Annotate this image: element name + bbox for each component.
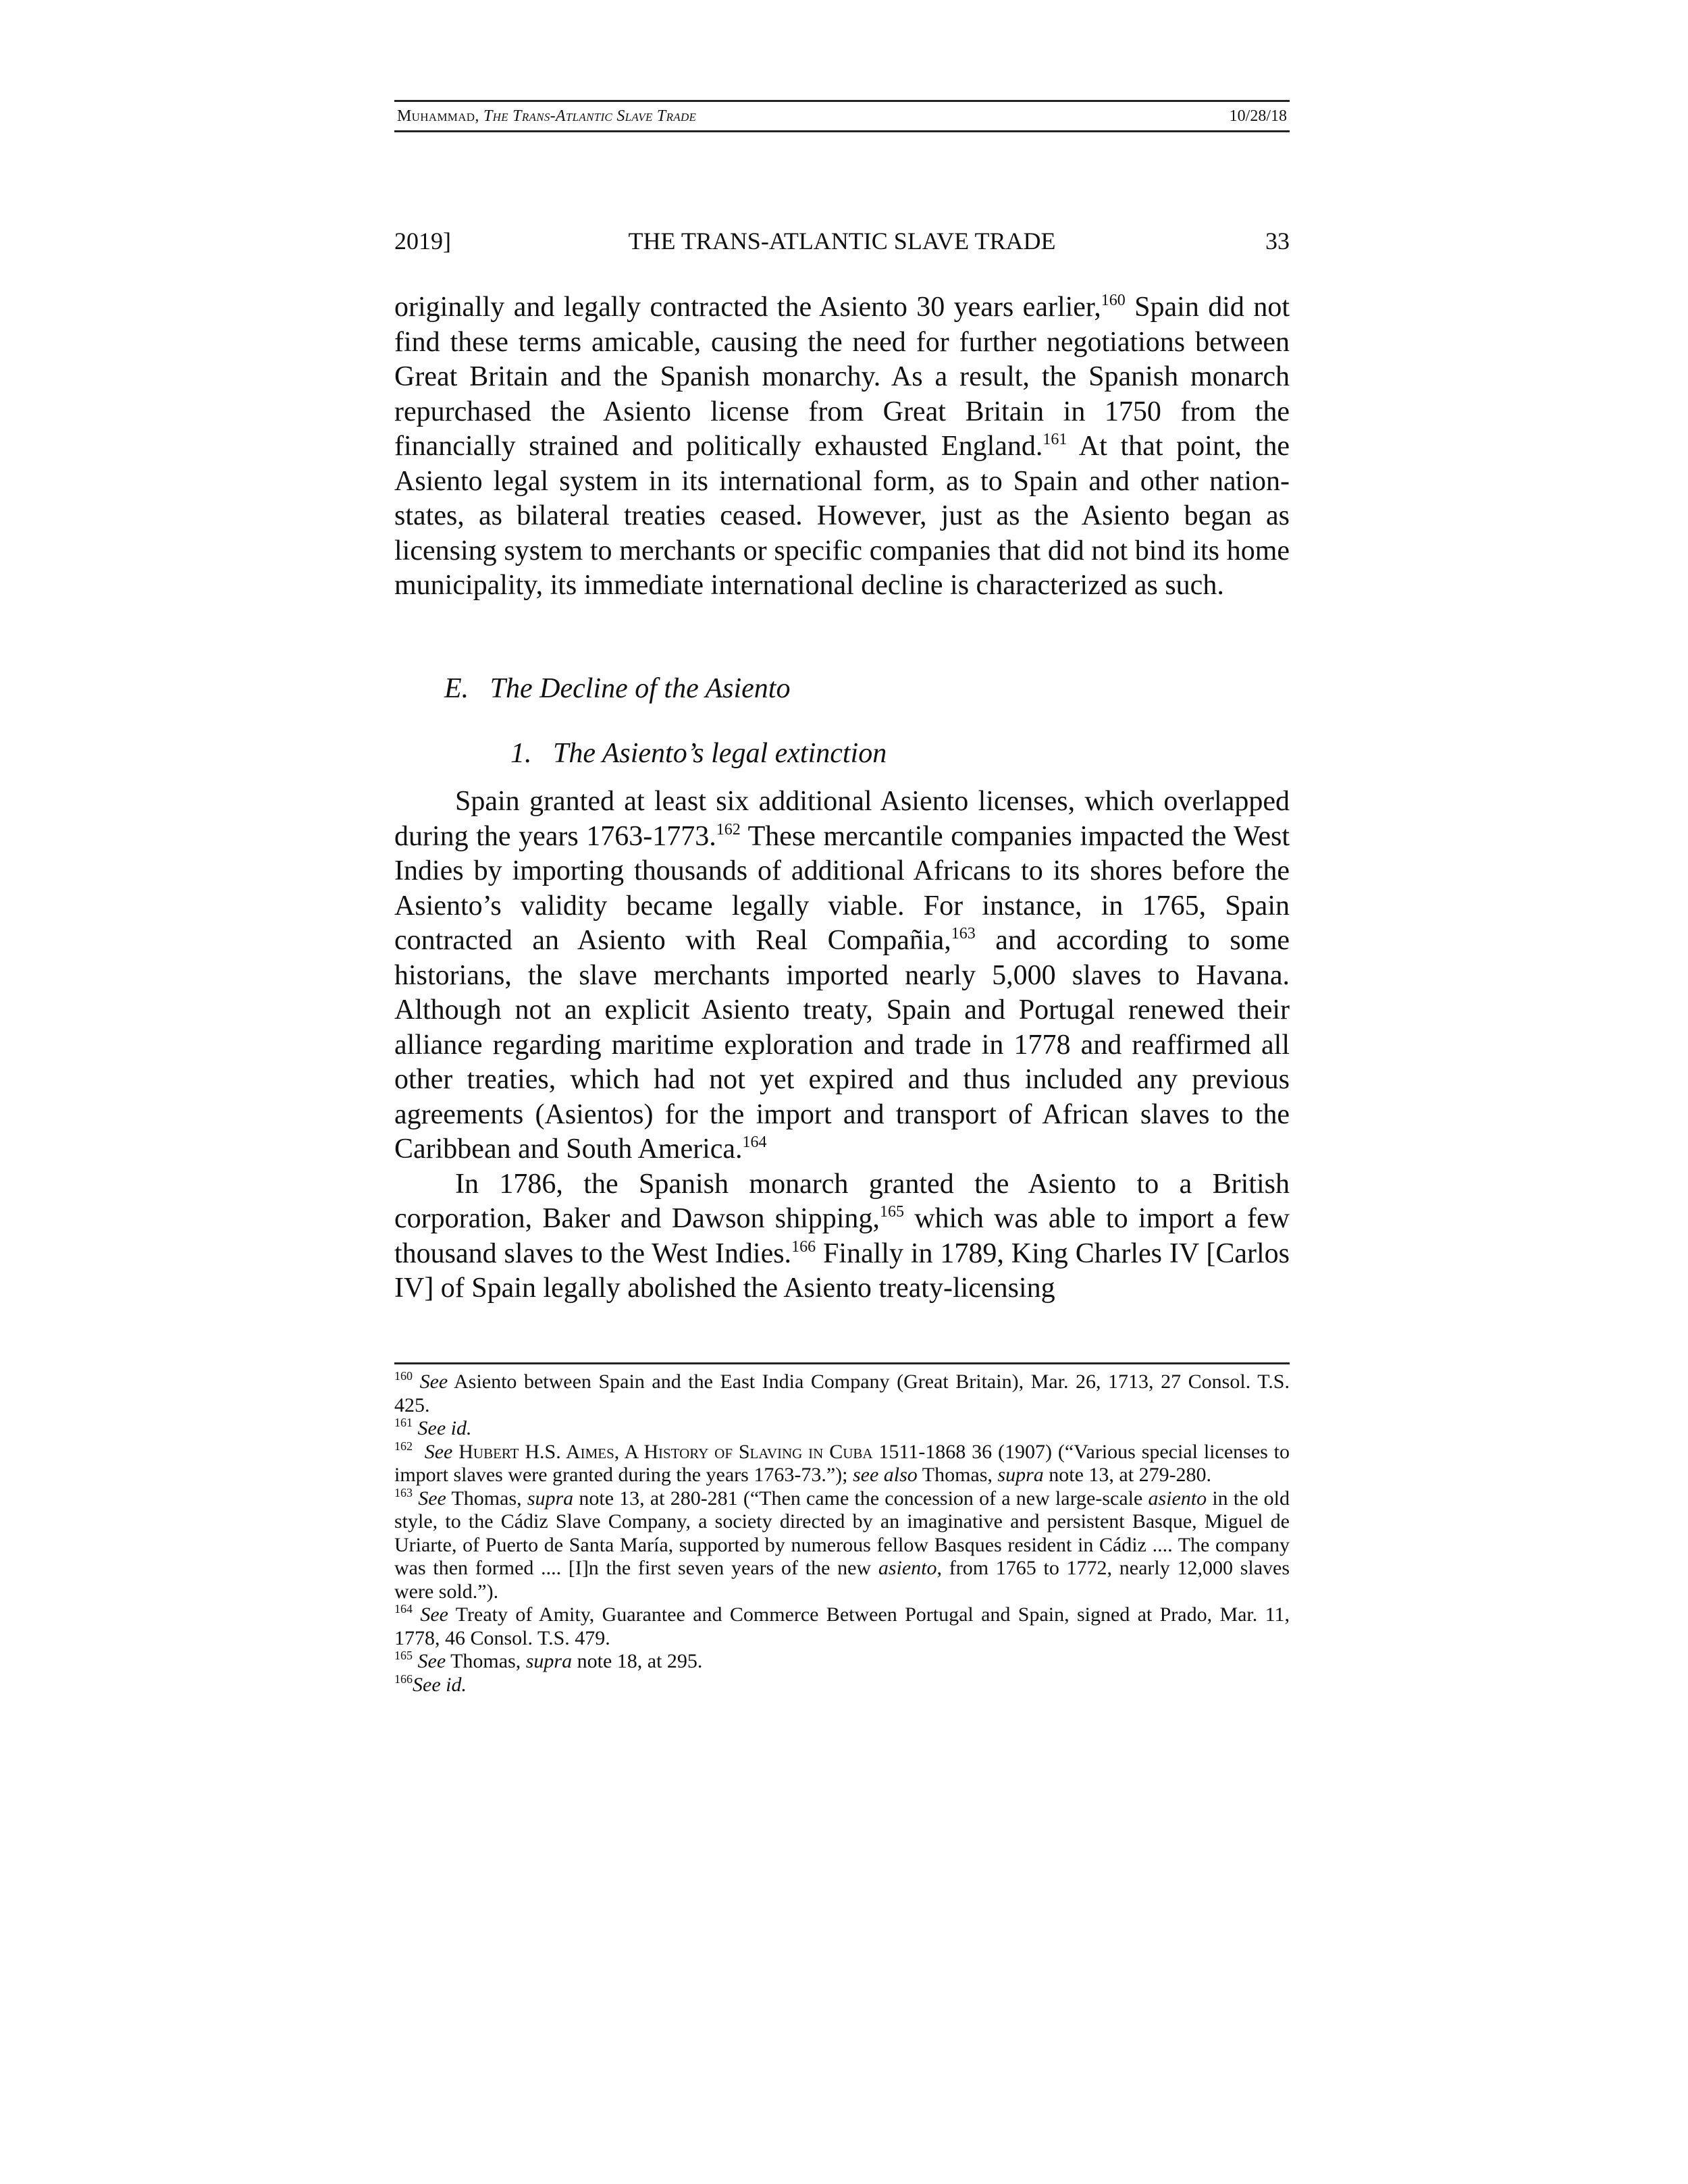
- footnote-162: $^{162}$ See Hubert H.S. Aimes, A History of Slaving in Cuba 1511-1868 36 (1907) (“Various special licenses to import slaves were granted during the years 1763-73.”); see also Thomas, supra note 13, at 279-280.: [394, 1439, 1290, 1486]
- header-author: Muhammad, The Trans-Atlantic Slave Trade: [397, 107, 697, 125]
- running-head-year: 2019]: [394, 228, 451, 255]
- body-text-top: [394, 290, 1290, 604]
- footnotes: [394, 1370, 1290, 1697]
- footnote-ref: 165: [879, 1203, 904, 1221]
- footnote-164: $^{164}$ See Treaty of Amity, Guarantee and Commerce Between Portugal and Spain, signed at Prado, Mar. 11, 1778, 46 Consol. T.S. 479.: [394, 1602, 1290, 1649]
- paragraph-1: originally and legally contracted the Asiento 30 years earlier,$^{160}$ Spain did not find these terms amicable, causing the need for further negotiations between Great Britain and the Spanish monarchy. As a result, the Spanish monarch repurchased the Asiento license from Great Britain in 1750 from the financially strained and politically exhausted England.$^{161}$ At that point, the Asiento legal system in its international form, as to Spain and other nation-states, as bilateral treaties ceased. However, just as the Asiento began as licensing system to merchants or specific companies that did not bind its home municipality, its immediate international decline is characterized as such.: [394, 292, 1290, 601]
- footnote-161: $^{161}$ See id.: [394, 1416, 472, 1439]
- footnote-ref: 162: [716, 820, 741, 838]
- paragraph-2: Spain granted at least six additional Asiento licenses, which overlapped during the years 1763-1773.$^{162}$ These mercantile companies impacted the West Indies by importing thousands of additional Africans to its shores before the Asiento’s validity became legally viable. For instance, in 1765, Spain contracted an Asiento with Real Compañia,$^{163}$ and according to some historians, the slave merchants imported nearly 5,000 slaves to Havana. Although not an explicit Asiento treaty, Spain and Portugal renewed their alliance regarding maritime exploration and trade in 1778 and reaffirmed all other treaties, which had not yet expired and thus included any previous agreements (Asientos) for the import and transport of African slaves to the Caribbean and South America.$^{164}$: [394, 786, 1290, 1165]
- footnote-ref: 166: [791, 1237, 816, 1256]
- footnote-ref: 161: [1043, 431, 1067, 448]
- footnote-160: $^{160}$ See Asiento between Spain and the East India Company (Great Britain), Mar. 26, 1713, 27 Consol. T.S. 425.: [394, 1369, 1290, 1416]
- footnote-ref: 164: [742, 1134, 767, 1151]
- section-heading-e: E. The Decline of the Asiento: [444, 673, 791, 704]
- footnote-divider: [394, 1362, 1290, 1364]
- page-number: 33: [1265, 228, 1290, 255]
- subsection-heading-1: 1. The Asiento’s legal extinction: [510, 738, 887, 769]
- paragraph-3: In 1786, the Spanish monarch granted the Asiento to a British corporation, Baker and Dawson shipping,$^{165}$ which was able to import a few thousand slaves to the West Indies.$^{166}$ Finally in 1789, King Charles IV [Carlos IV] of Spain legally abolished the Asiento treaty-licensing: [394, 1168, 1290, 1304]
- header-date: 10/28/18: [1229, 107, 1287, 125]
- footnote-165: $^{165}$ See Thomas, supra note 18, at 295.: [394, 1649, 703, 1672]
- footnote-166: $^{166}$See id.: [394, 1672, 467, 1696]
- footnote-ref: 163: [951, 925, 976, 942]
- running-head-title: THE TRANS-ATLANTIC SLAVE TRADE: [628, 228, 1056, 255]
- body-text-bottom: [394, 784, 1290, 1306]
- document-header-bar: [394, 100, 1290, 132]
- footnote-163: $^{163}$ See Thomas, supra note 13, at 280-281 (“Then came the concession of a new large-scale asiento in the old style, to the Cádiz Slave Company, a society directed by an imaginative and persistent Basque, Miguel de Uriarte, of Puerto de Santa María, supported by numerous fellow Basques resident in Cádiz .... The company was then formed .... [I]n the first seven years of the new asiento, from 1765 to 1772, nearly 12,000 slaves were sold.”).: [394, 1485, 1290, 1603]
- footnote-ref: 160: [1101, 292, 1126, 309]
